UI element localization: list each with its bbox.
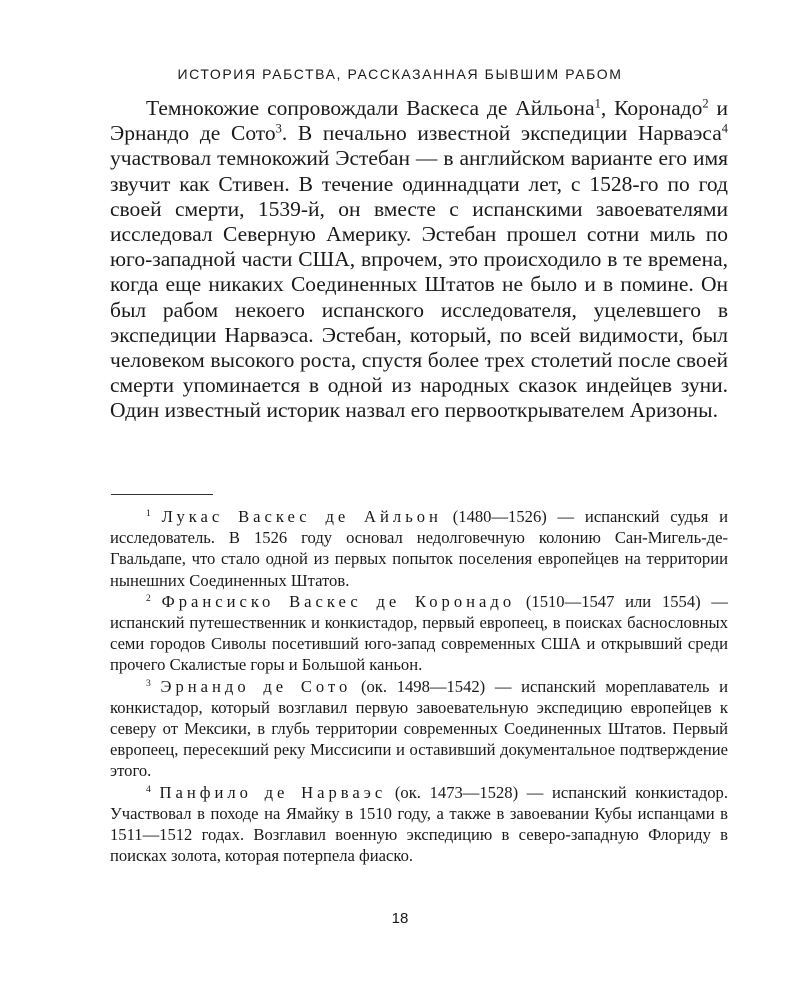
main-text <box>110 96 728 424</box>
text-run: и Эрнандо де Сото <box>110 96 728 146</box>
footnote-number: 3 <box>146 677 151 689</box>
footnote-text: (ок. 1473—1528) — испанский конкистадор. Участвовал в походе на Ямайку в 1510 году, а также в завоевании Кубы испанцами в 1511—1512 годах. Возглавил военную экспедицию в северо-западную Флориду в поисках золота, которая потерпела фиаско. <box>110 782 728 866</box>
footnote-person-name: Эрнандо де Сото <box>160 676 352 696</box>
footnote-number: 2 <box>146 592 151 604</box>
text-run: участвовал темнокожий Эстебан — в английском варианте его имя звучит как Стивен. В течение одиннадцати лет, с 1528-го по год своей смерти, 1539-й, он вместе с испанскими завоевателями исследовал Северную Америку. Эстебан прошел сотни миль по юго-западной части США, впрочем, это происходило в те времена, когда еще никаких Соединенных Штатов не было и в помине. Он был рабом некоего испанского исследователя, уцелевшего в экспедиции Нарваэса. Эстебан, который, по всей видимости, был человеком высокого роста, спустя более трех столетий после своей смерти упоминается в одной из народных сказок индейцев зуни. Один известный историк назвал его первооткрывателем Аризоны. <box>110 146 728 423</box>
footnote-text: (1480—1526) — испанский судья и исследователь. В 1526 году основал недолговечную колонию Сан-Мигель-де-Гвальдапе, что стало одной из первых попыток поселения европейцев на территории нынешних Соединенных Штатов. <box>110 507 728 590</box>
footnote-separator <box>111 494 213 495</box>
footnote-ref-3: 3 <box>275 121 282 136</box>
running-header: ИСТОРИЯ РАБСТВА, РАССКАЗАННАЯ БЫВШИМ РАБОМ <box>177 66 623 82</box>
footnote-number: 4 <box>146 783 151 795</box>
footnote-text: (ок. 1498—1542) — испанский мореплаватель и конкистадор, который возглавил первую завоевательную экспедицию европейцев к северу от Мексики, в глубь территории современных Соединенных Штатов. Первый европеец, пересекший реку Миссисипи и оставивший документальное подтверждение этого. <box>110 676 728 781</box>
footnote-ref-4: 4 <box>721 121 728 136</box>
text-run: Темнокожие сопровождали Васкеса де Айльона <box>146 96 595 120</box>
main-paragraph <box>110 96 728 424</box>
page-number: 18 <box>391 910 409 927</box>
text-run: . В печально известной экспедиции Нарваэса <box>281 121 722 146</box>
footnote-3 <box>110 676 728 782</box>
footnote-ref-1: 1 <box>594 96 601 111</box>
footnote-number: 1 <box>146 508 151 520</box>
footnote-person-name: Франсиско Васкес де Коронадо <box>161 591 516 611</box>
footnotes <box>110 506 728 866</box>
text-run: , Коронадо <box>600 96 703 120</box>
footnote-text: (1510—1547 или 1554) — испанский путешественник и конкистадор, первый европеец, в поисках баснословных семи городов Сиволы посетивший юго-запад современных США и открывший среди прочего Скалистые горы и Большой каньон. <box>110 591 728 675</box>
footnote-person-name: Лукас Васкес де Айльон <box>161 507 442 526</box>
footnote-ref-2: 2 <box>702 96 709 111</box>
footnote-4 <box>110 782 728 867</box>
footnote-person-name: Панфило де Нарваэс <box>159 782 387 802</box>
footnote-1 <box>110 506 728 591</box>
footnote-2 <box>110 591 728 676</box>
